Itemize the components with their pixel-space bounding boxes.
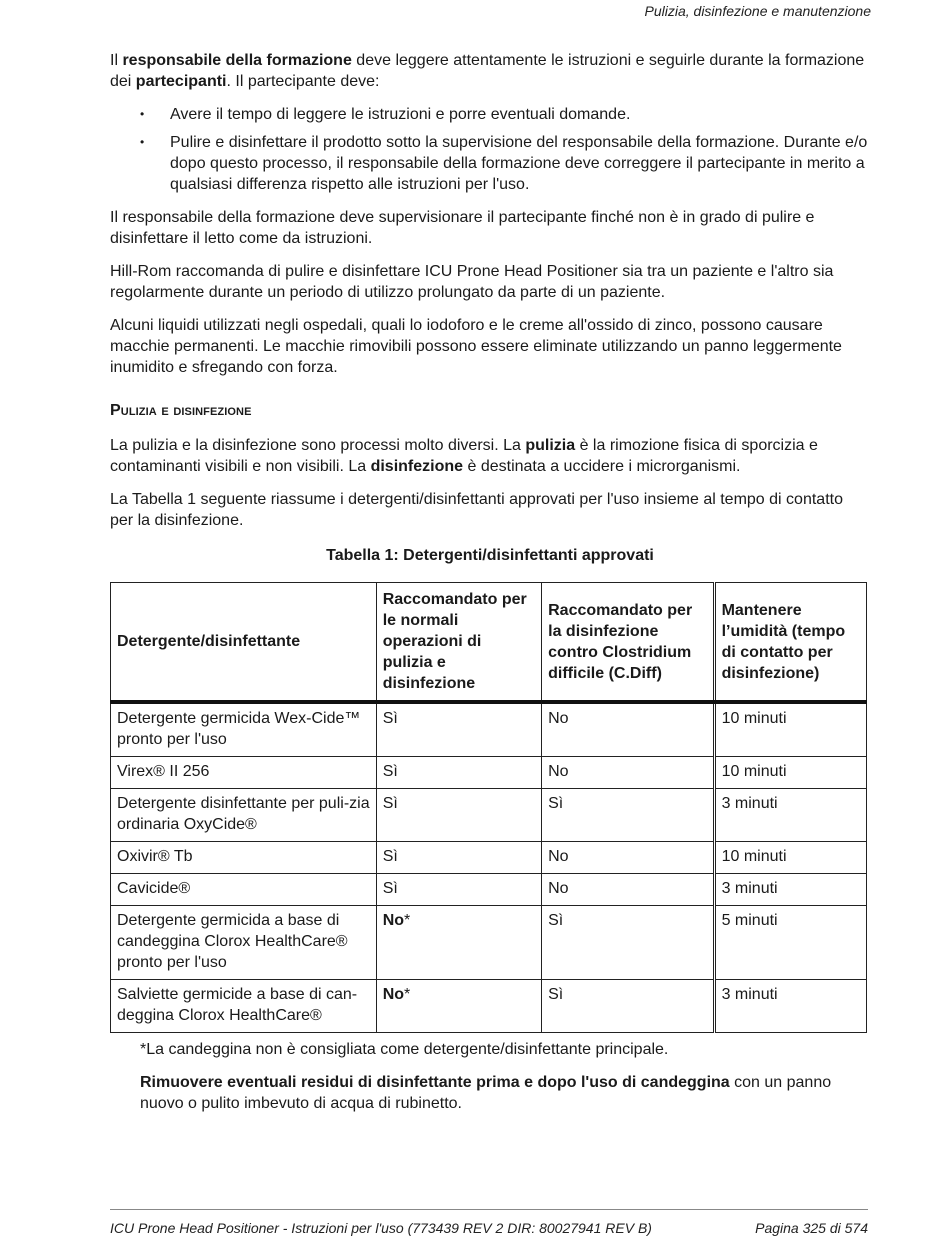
- footnote-marker: *: [404, 912, 411, 929]
- table-caption: Tabella 1: Detergenti/disinfettanti approvati: [326, 547, 654, 564]
- cell-routine-recommended: [376, 702, 541, 757]
- cell-cdiff-recommended: Sì: [542, 906, 714, 980]
- cell-cdiff-recommended: No: [542, 842, 714, 874]
- routine-value: Sì: [382, 795, 398, 812]
- participant-requirements-list: [110, 104, 870, 195]
- cell-product-name: Detergente germicida Wex-Cide™ pronto per l'uso: [111, 702, 377, 757]
- cell-contact-time: 10 minuti: [714, 757, 866, 789]
- cleaning-vs-disinfection-paragraph: [110, 435, 870, 477]
- column-header-product: Detergente/disinfettante: [111, 583, 377, 703]
- bold-term-cleaning: pulizia: [525, 437, 576, 454]
- routine-value: No: [382, 912, 405, 929]
- routine-value: Sì: [382, 848, 398, 865]
- bullet-icon: •: [140, 135, 145, 149]
- cell-contact-time: 3 minuti: [714, 789, 866, 842]
- text-run: deve leggere attentamente le istruzioni e seguirle durante la formazione dei: [110, 52, 865, 90]
- cell-product-name: Cavicide®: [111, 874, 377, 906]
- bold-term-trainer: responsabile della formazione: [122, 52, 352, 69]
- table-body: [111, 702, 867, 1033]
- intro-paragraph-trainer: [110, 50, 870, 92]
- list-item-text: Avere il tempo di leggere le istruzioni e porre eventuali domande.: [170, 106, 631, 123]
- warning-bold-text: Rimuovere eventuali residui di disinfettante prima e dopo l'uso di candeggina: [140, 1074, 730, 1091]
- table-row: [111, 874, 867, 906]
- stains-paragraph: Alcuni liquidi utilizzati negli ospedali, quali lo iodoforo e le creme all'ossido di zinco, possono causare macchie permanenti. Le macchie rimovibili possono essere eliminate utilizzando un panno leggermente inumidito e sfregando con forza.: [110, 317, 842, 376]
- list-item-text: Pulire e disinfettare il prodotto sotto la supervisione del responsabile della formazione. Durante e/o dopo questo processo, il responsabile della formazione deve correggere il partecipante in merito a qualsiasi differenza rispetto alle istruzioni per l'uso.: [170, 134, 868, 193]
- supervision-paragraph: Il responsabile della formazione deve supervisionare il partecipante finché non è in grado di pulire e disinfettare il letto come da istruzioni.: [110, 209, 815, 247]
- table-notes: [140, 1039, 870, 1114]
- footer-divider: [110, 1209, 868, 1210]
- bold-term-participants: partecipanti: [135, 73, 227, 90]
- cell-routine-recommended: [376, 789, 541, 842]
- section-heading: Pulizia e disinfezione: [110, 402, 252, 419]
- cell-contact-time: 5 minuti: [714, 906, 866, 980]
- column-header-cdiff: Raccomandato per la disinfezione contro Clostridium difficile (C.Diff): [542, 583, 714, 703]
- cell-routine-recommended: [376, 842, 541, 874]
- bold-term-disinfection: disinfezione: [370, 458, 464, 475]
- routine-value: No: [382, 986, 405, 1003]
- cell-product-name: Detergente disinfettante per puli-zia ordinaria OxyCide®: [111, 789, 377, 842]
- cell-cdiff-recommended: No: [542, 874, 714, 906]
- table-row: [111, 702, 867, 757]
- cell-contact-time: 3 minuti: [714, 980, 866, 1033]
- cell-cdiff-recommended: No: [542, 702, 714, 757]
- page-content: [110, 50, 870, 1126]
- bullet-icon: •: [140, 107, 145, 121]
- routine-value: Sì: [382, 710, 398, 727]
- cell-contact-time: 10 minuti: [714, 702, 866, 757]
- table-header-row: [111, 583, 867, 703]
- approved-disinfectants-table: [110, 582, 867, 1033]
- cell-cdiff-recommended: No: [542, 757, 714, 789]
- cell-product-name: Salviette germicide a base di can-deggina Clorox HealthCare®: [111, 980, 377, 1033]
- cell-product-name: Virex® II 256: [111, 757, 377, 789]
- hillrom-recommendation-paragraph: Hill-Rom raccomanda di pulire e disinfettare ICU Prone Head Positioner sia tra un paziente e l'altro sia regolarmente durante un periodo di utilizzo prolungato da parte di un paziente.: [110, 263, 834, 301]
- text-run: con un panno nuovo o pulito imbevuto di acqua di rubinetto.: [140, 1074, 832, 1112]
- footer-page-number: Pagina 325 di 574: [755, 1220, 868, 1236]
- text-run: è la rimozione fisica di sporcizia e contaminanti visibili e non visibili. La: [110, 437, 818, 475]
- column-header-routine: Raccomandato per le normali operazioni di pulizia e disinfezione: [376, 583, 541, 703]
- footnote-marker: *: [404, 986, 411, 1003]
- text-run: Il: [110, 52, 123, 69]
- table-row: [111, 906, 867, 980]
- bleach-residue-warning: [140, 1072, 870, 1114]
- table-intro-paragraph: La Tabella 1 seguente riassume i detergenti/disinfettanti approvati per l'uso insieme al tempo di contatto per la disinfezione.: [110, 491, 843, 529]
- text-run: è destinata a uccidere i microrganismi.: [463, 458, 741, 475]
- cell-cdiff-recommended: Sì: [542, 789, 714, 842]
- running-header: Pulizia, disinfezione e manutenzione: [644, 3, 871, 19]
- cell-routine-recommended: [376, 757, 541, 789]
- table-row: [111, 789, 867, 842]
- table-row: [111, 980, 867, 1033]
- footer-document-title: ICU Prone Head Positioner - Istruzioni per l'uso (773439 REV 2 DIR: 80027941 REV B): [110, 1220, 652, 1236]
- cell-contact-time: 10 minuti: [714, 842, 866, 874]
- text-run: . Il partecipante deve:: [226, 73, 380, 90]
- table-row: [111, 842, 867, 874]
- cell-cdiff-recommended: Sì: [542, 980, 714, 1033]
- bleach-footnote: *La candeggina non è consigliata come detergente/disinfettante principale.: [140, 1041, 669, 1058]
- list-item: [110, 104, 870, 125]
- column-header-contact-time: Mantenere l’umidità (tempo di contatto per disinfezione): [714, 583, 866, 703]
- routine-value: Sì: [382, 880, 398, 897]
- text-run: La pulizia e la disinfezione sono processi molto diversi. La: [110, 437, 526, 454]
- cell-routine-recommended: [376, 874, 541, 906]
- cell-product-name: Oxivir® Tb: [111, 842, 377, 874]
- cell-routine-recommended: [376, 980, 541, 1033]
- cell-contact-time: 3 minuti: [714, 874, 866, 906]
- list-item: [110, 132, 870, 195]
- table-row: [111, 757, 867, 789]
- cell-product-name: Detergente germicida a base di candeggina Clorox HealthCare® pronto per l'uso: [111, 906, 377, 980]
- cell-routine-recommended: [376, 906, 541, 980]
- routine-value: Sì: [382, 763, 398, 780]
